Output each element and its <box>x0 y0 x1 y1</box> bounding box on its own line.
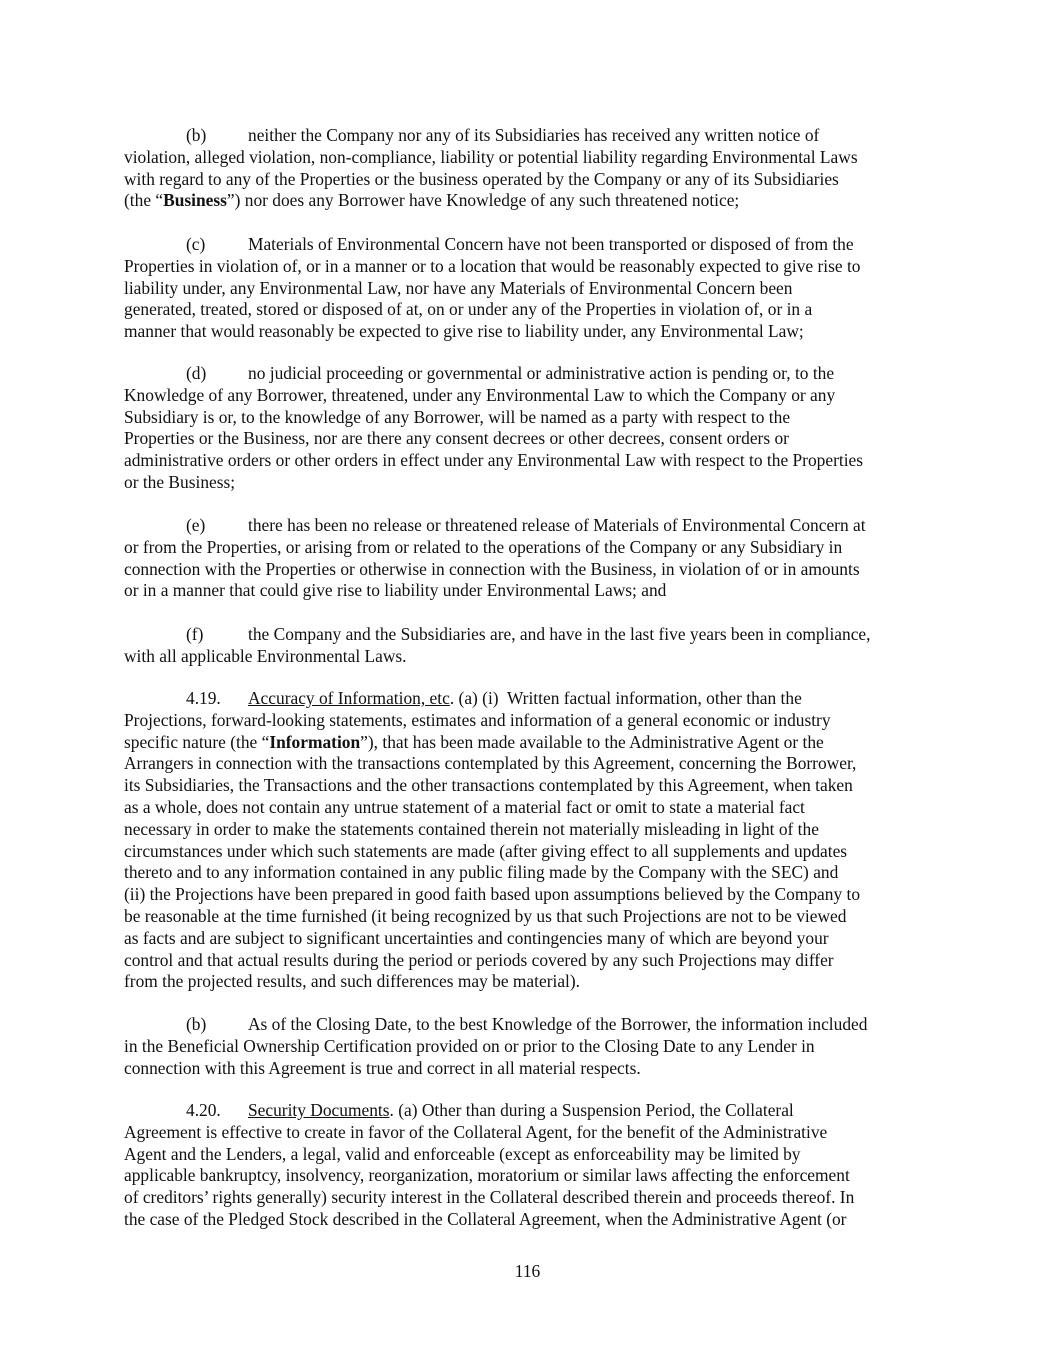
text-line: Properties in violation of, or in a manner or to a location that would be reasonably expected to give rise to <box>124 255 861 276</box>
paragraph-e-release <box>124 515 934 602</box>
paragraph-b-notice <box>124 125 934 212</box>
text-line: Projections, forward-looking statements, estimates and information of a general economic or industry <box>124 709 831 730</box>
text-line: applicable bankruptcy, insolvency, reorganization, moratorium or similar laws affecting the enforcement <box>124 1165 850 1186</box>
text-line: violation, alleged violation, non-compliance, liability or potential liability regarding Environmental Laws <box>124 146 858 167</box>
text-line: circumstances under which such statements are made (after giving effect to all supplements and updates <box>124 840 848 861</box>
text-line: Knowledge of any Borrower, threatened, under any Environmental Law to which the Company or any <box>124 384 836 405</box>
item-label: (b) <box>186 1014 207 1034</box>
text-line: As of the Closing Date, to the best Knowledge of the Borrower, the information included <box>248 1014 868 1034</box>
section-number: 4.19. <box>186 688 221 708</box>
text-line: the Company and the Subsidiaries are, and have in the last five years been in compliance, <box>248 624 871 644</box>
defined-term-information: Information <box>269 731 361 752</box>
text-line: as a whole, does not contain any untrue statement of a material fact or omit to state a material fact <box>124 796 805 817</box>
item-label: (b) <box>186 125 207 145</box>
section-4-19-accuracy <box>124 688 934 993</box>
text-line: or the Business; <box>124 471 236 492</box>
item-label: (c) <box>186 234 206 254</box>
text-line: administrative orders or other orders in effect under any Environmental Law with respect to the Properties <box>124 450 864 471</box>
paragraph-c-materials <box>124 234 934 343</box>
text-fragment: ”) nor does any Borrower have Knowledge of any such threatened notice; <box>226 190 740 211</box>
text-line: with all applicable Environmental Laws. <box>124 645 407 666</box>
text-line: (ii) the Projections have been prepared in good faith based upon assumptions believed by the Company to <box>124 884 861 905</box>
text-line: with regard to any of the Properties or the business operated by the Company or any of its Subsidiaries <box>124 168 839 189</box>
text-line: connection with this Agreement is true and correct in all material respects. <box>124 1057 641 1078</box>
text-line: control and that actual results during the period or periods covered by any such Projections may differ <box>124 949 834 970</box>
text-line: Properties or the Business, nor are there any consent decrees or other decrees, consent orders or <box>124 428 789 449</box>
text-line: of creditors’ rights generally) security interest in the Collateral described therein and proceeds thereof. In <box>124 1187 855 1208</box>
text-line: its Subsidiaries, the Transactions and the other transactions contemplated by this Agreement, when taken <box>124 775 853 796</box>
text-line: no judicial proceeding or governmental or administrative action is pending or, to the <box>248 363 835 383</box>
text-line: or from the Properties, or arising from or related to the operations of the Company or any Subsidiary in <box>124 536 843 557</box>
text-line: Arrangers in connection with the transactions contemplated by this Agreement, concerning the Borrower, <box>124 753 857 774</box>
text-line: neither the Company nor any of its Subsidiaries has received any written notice of <box>248 125 820 145</box>
text-line: there has been no release or threatened release of Materials of Environmental Concern at <box>248 515 866 535</box>
text-line: be reasonable at the time furnished (it being recognized by us that such Projections are not to be viewed <box>124 905 847 926</box>
text-line: Agent and the Lenders, a legal, valid and enforceable (except as enforceability may be limited by <box>124 1143 801 1164</box>
text-fragment: (the “ <box>124 190 164 211</box>
text-fragment: . (a) Other than during a Suspension Period, the Collateral <box>389 1100 794 1120</box>
text-line: thereto and to any information contained in any public filing made by the Company with the SEC) and <box>124 862 839 883</box>
text-fragment: . (a) (i) Written factual information, other than the <box>449 688 802 708</box>
text-line: liability under, any Environmental Law, nor have any Materials of Environmental Concern been <box>124 277 793 298</box>
text-line: from the projected results, and such differences may be material). <box>124 971 581 992</box>
text-line: necessary in order to make the statements contained therein not materially misleading in light of the <box>124 818 819 839</box>
text-line: the case of the Pledged Stock described in the Collateral Agreement, when the Administrative Agent (or <box>124 1208 847 1229</box>
paragraph-f-compliance <box>124 624 934 668</box>
text-line: Agreement is effective to create in favor of the Collateral Agent, for the benefit of the Administrative <box>124 1121 828 1142</box>
item-label: (f) <box>186 624 204 644</box>
text-fragment: specific nature (the “ <box>124 731 270 752</box>
text-line: in the Beneficial Ownership Certification provided on or prior to the Closing Date to any Lender in <box>124 1035 815 1056</box>
text-line: connection with the Properties or otherwise in connection with the Business, in violation of or in amounts <box>124 558 860 579</box>
section-4-20-security <box>124 1100 934 1231</box>
section-heading: Security Documents <box>248 1100 390 1120</box>
paragraph-b-closing-date <box>124 1014 934 1079</box>
defined-term-business: Business <box>163 190 227 211</box>
text-line: or in a manner that could give rise to liability under Environmental Laws; and <box>124 580 667 601</box>
item-label: (e) <box>186 515 206 535</box>
text-line: Subsidiary is or, to the knowledge of any Borrower, will be named as a party with respect to the <box>124 406 791 427</box>
text-line: generated, treated, stored or disposed of at, on or under any of the Properties in violation of, or in a <box>124 299 813 320</box>
text-fragment: ”), that has been made available to the Administrative Agent or the <box>360 731 824 752</box>
text-line: as facts and are subject to significant uncertainties and contingencies many of which are beyond your <box>124 927 829 948</box>
paragraph-d-proceedings <box>124 363 934 494</box>
item-label: (d) <box>186 363 207 383</box>
text-line: Materials of Environmental Concern have not been transported or disposed of from the <box>248 234 854 254</box>
page-number: 116 <box>514 1261 541 1281</box>
section-heading: Accuracy of Information, etc <box>248 688 450 708</box>
text-line: manner that would reasonably be expected to give rise to liability under, any Environmental Law; <box>124 321 804 342</box>
section-number: 4.20. <box>186 1100 221 1120</box>
